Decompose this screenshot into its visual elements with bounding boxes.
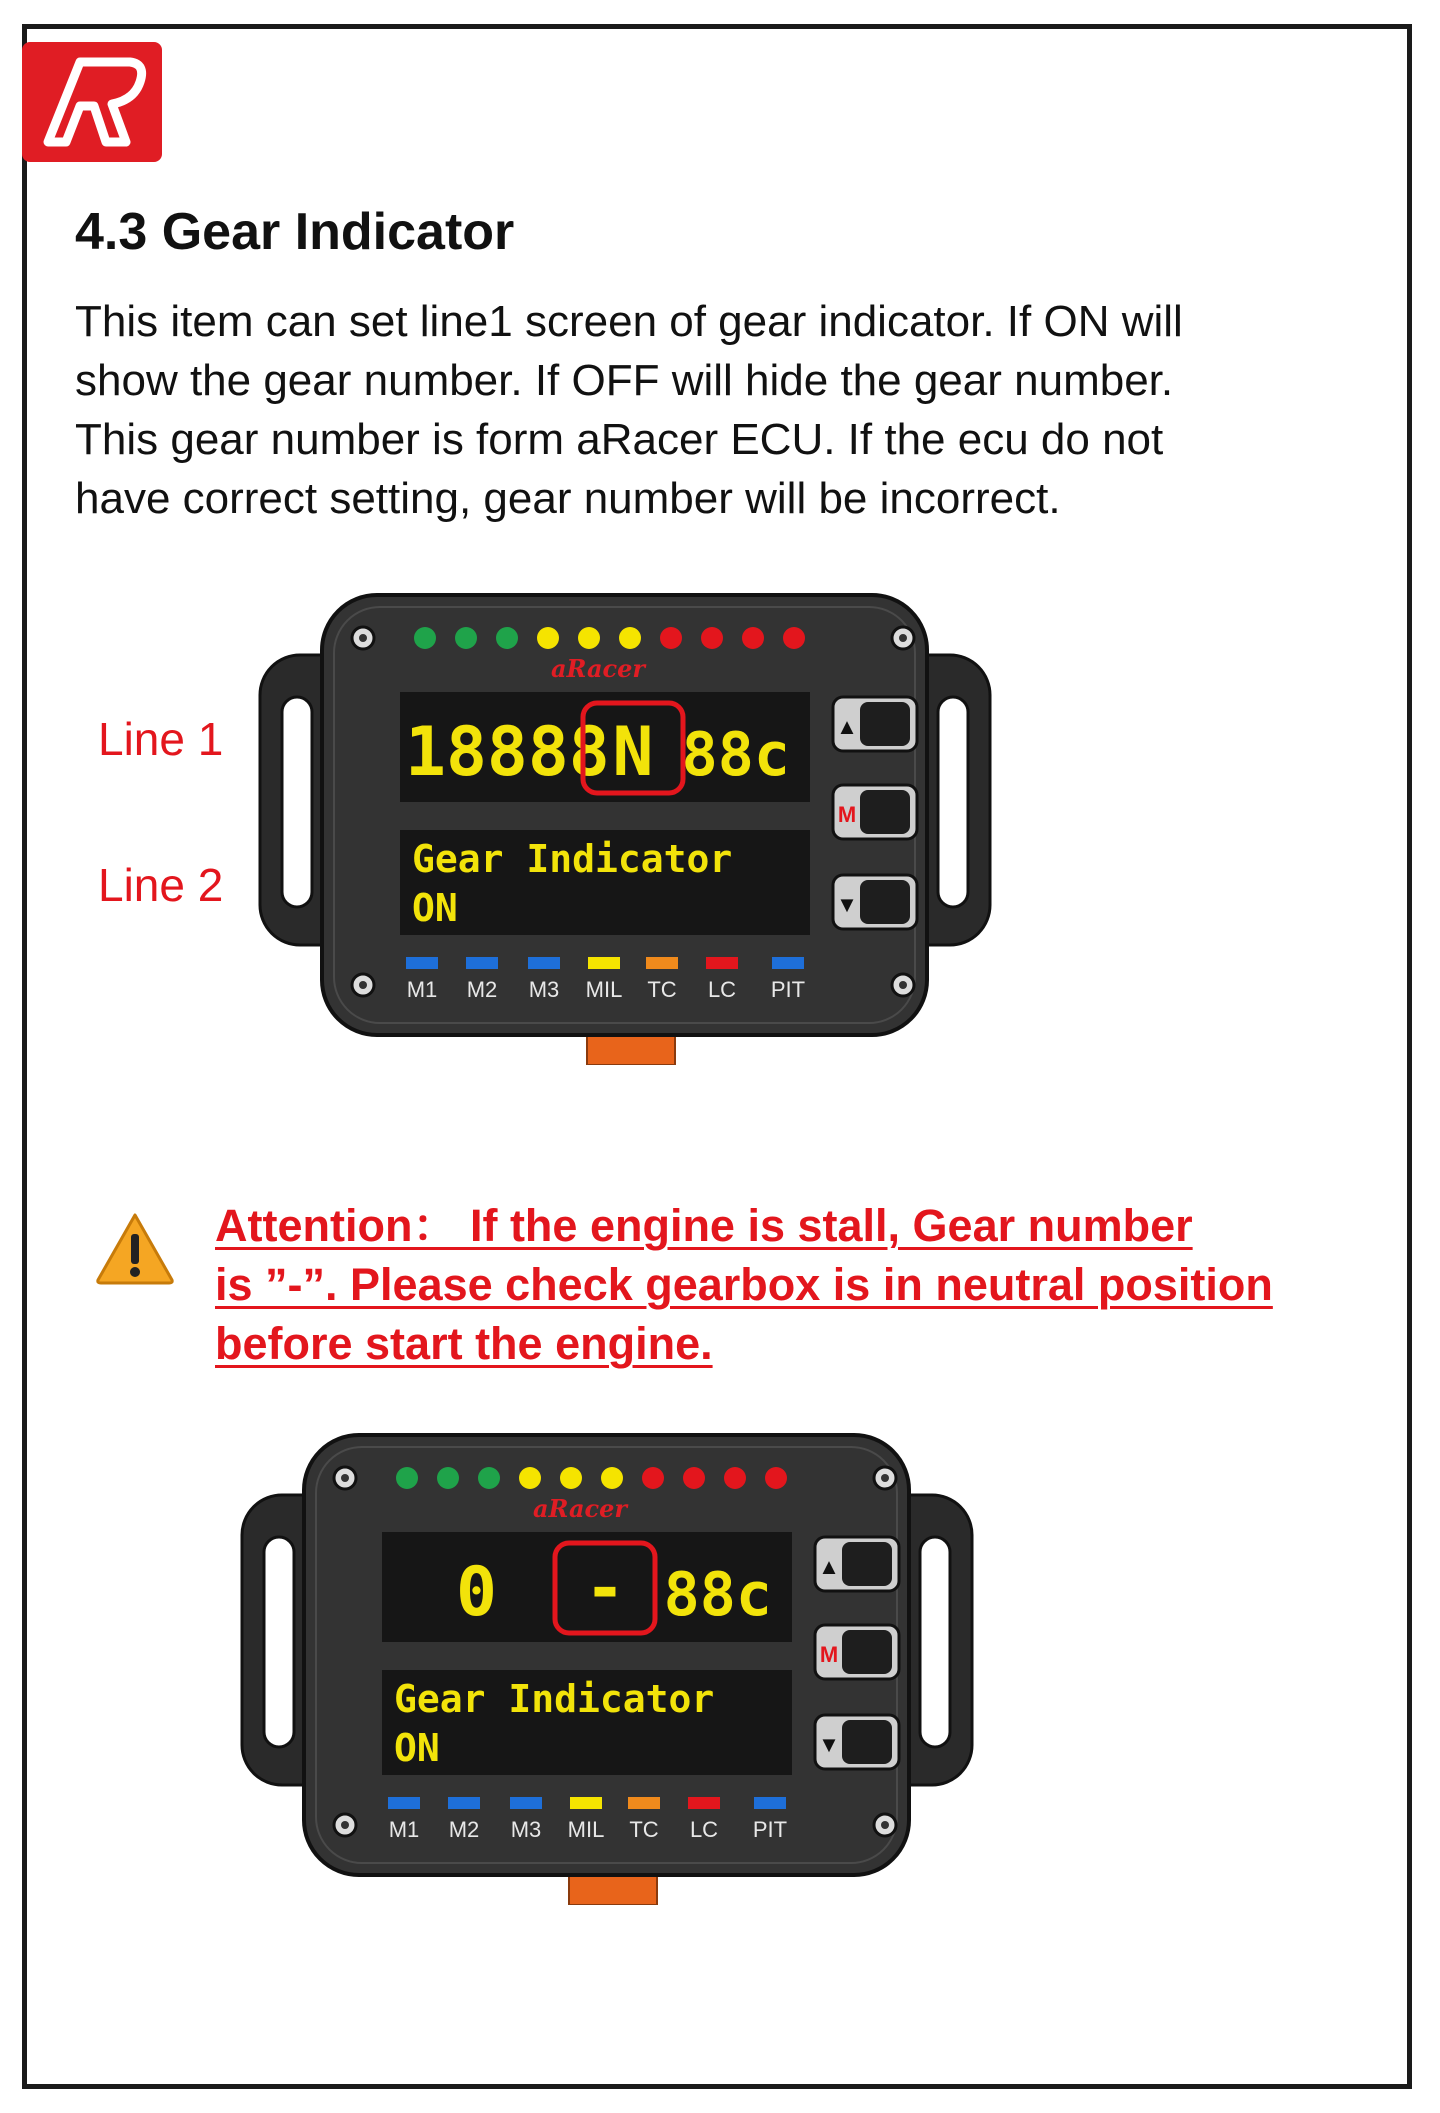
gear-readout: - bbox=[584, 1549, 626, 1628]
line2-title: Gear Indicator bbox=[412, 837, 733, 881]
indicator-label: TC bbox=[647, 977, 677, 1002]
indicator-label: TC bbox=[629, 1817, 659, 1842]
line2-value: ON bbox=[412, 886, 458, 930]
rpm-readout: 0 bbox=[456, 1553, 497, 1632]
rpm-readout: 18888 bbox=[405, 713, 610, 792]
indicator-label: LC bbox=[707, 977, 737, 1002]
attention-line: Attention： If the engine is stall, Gear number bbox=[215, 1200, 1193, 1251]
mode-icon: M bbox=[837, 802, 857, 827]
down-button[interactable] bbox=[815, 1715, 899, 1769]
indicator-label: MIL bbox=[585, 977, 623, 1002]
indicator-label: MIL bbox=[567, 1817, 605, 1842]
mode-button[interactable] bbox=[833, 785, 917, 839]
aracer-logo bbox=[22, 42, 162, 162]
warning-triangle-icon bbox=[94, 1210, 176, 1286]
down-arrow-icon: ▼ bbox=[836, 892, 858, 917]
indicator-label: M2 bbox=[466, 977, 498, 1002]
up-button[interactable] bbox=[833, 697, 917, 751]
body-line: have correct setting, gear number will be incorrect. bbox=[75, 474, 1061, 523]
mode-icon: M bbox=[819, 1642, 839, 1667]
line2-value: ON bbox=[394, 1726, 440, 1770]
device-brand: aRacer bbox=[550, 654, 646, 683]
line1-label: Line 1 bbox=[98, 713, 224, 765]
line2-title: Gear Indicator bbox=[394, 1677, 715, 1721]
device-brand: aRacer bbox=[532, 1494, 628, 1523]
indicator-label: M1 bbox=[388, 1817, 420, 1842]
body-line: This gear number is form aRacer ECU. If the ecu do not bbox=[75, 415, 1164, 464]
up-arrow-icon: ▲ bbox=[818, 1554, 840, 1579]
gear-readout: N bbox=[612, 713, 654, 792]
body-line: show the gear number. If OFF will hide the gear number. bbox=[75, 356, 1174, 405]
temp-readout: 88c bbox=[681, 720, 790, 790]
indicator-label: M1 bbox=[406, 977, 438, 1002]
indicator-label: M3 bbox=[528, 977, 560, 1002]
line2-label: Line 2 bbox=[98, 859, 224, 911]
section-title: 4.3 Gear Indicator bbox=[75, 203, 515, 261]
attention-line: before start the engine. bbox=[215, 1318, 713, 1369]
attention-note bbox=[215, 1196, 1273, 1373]
dashboard-device-2 bbox=[222, 1425, 1022, 1905]
indicator-label: M2 bbox=[448, 1817, 480, 1842]
indicator-label: PIT bbox=[752, 1817, 788, 1842]
dashboard-device-1 bbox=[240, 585, 1040, 1065]
temp-readout: 88c bbox=[663, 1560, 772, 1630]
indicator-label: LC bbox=[689, 1817, 719, 1842]
down-button[interactable] bbox=[833, 875, 917, 929]
up-button[interactable] bbox=[815, 1537, 899, 1591]
mode-button[interactable] bbox=[815, 1625, 899, 1679]
down-arrow-icon: ▼ bbox=[818, 1732, 840, 1757]
body-line: This item can set line1 screen of gear indicator. If ON will bbox=[75, 297, 1183, 346]
indicator-label: PIT bbox=[770, 977, 806, 1002]
indicator-label: M3 bbox=[510, 1817, 542, 1842]
attention-line: is ”-”. Please check gearbox is in neutral position bbox=[215, 1259, 1273, 1310]
section-body bbox=[75, 292, 1375, 528]
up-arrow-icon: ▲ bbox=[836, 714, 858, 739]
